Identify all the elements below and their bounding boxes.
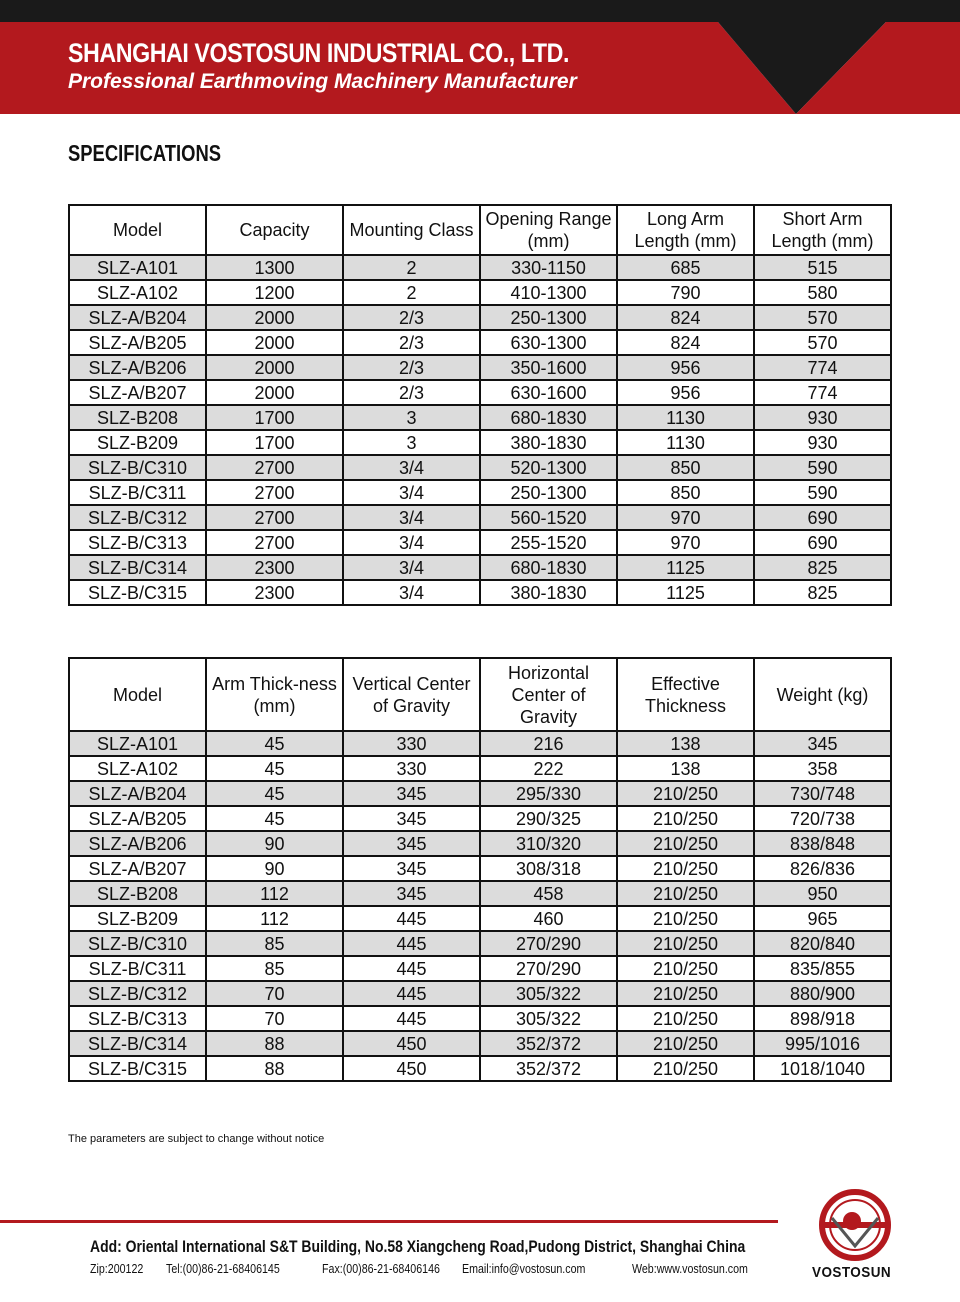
table-cell: 345 <box>343 831 480 856</box>
table-cell: SLZ-B/C312 <box>69 981 206 1006</box>
table-cell: 995/1016 <box>754 1031 891 1056</box>
column-header: Short Arm Length (mm) <box>754 205 891 255</box>
table-cell: 2700 <box>206 530 343 555</box>
table-row <box>69 831 891 856</box>
column-header: Opening Range (mm) <box>480 205 617 255</box>
table-cell: SLZ-A/B207 <box>69 856 206 881</box>
table-cell: 930 <box>754 405 891 430</box>
table-cell: 835/855 <box>754 956 891 981</box>
table-cell: 680-1830 <box>480 405 617 430</box>
table-row <box>69 1056 891 1081</box>
table-header-row <box>69 658 891 731</box>
table-cell: 380-1830 <box>480 580 617 605</box>
table-cell: 290/325 <box>480 806 617 831</box>
table-cell: 720/738 <box>754 806 891 831</box>
table-cell: 250-1300 <box>480 480 617 505</box>
table-cell: SLZ-B/C314 <box>69 555 206 580</box>
table-cell: 210/250 <box>617 956 754 981</box>
table-cell: 345 <box>343 881 480 906</box>
table-cell: 352/372 <box>480 1056 617 1081</box>
table-cell: 305/322 <box>480 981 617 1006</box>
table-cell: 270/290 <box>480 931 617 956</box>
table-cell: 570 <box>754 330 891 355</box>
table-row <box>69 881 891 906</box>
table-cell: SLZ-A/B204 <box>69 305 206 330</box>
table-cell: 3/4 <box>343 455 480 480</box>
table-cell: 210/250 <box>617 1006 754 1031</box>
table-cell: 850 <box>617 480 754 505</box>
table-row <box>69 756 891 781</box>
table-row <box>69 355 891 380</box>
table-row <box>69 906 891 931</box>
column-header: Model <box>69 205 206 255</box>
table-cell: SLZ-B208 <box>69 881 206 906</box>
table-cell: 295/330 <box>480 781 617 806</box>
footer-address: Add: Oriental International S&T Building, No.58 Xiangcheng Road,Pudong District, Shanghai China <box>90 1237 746 1256</box>
table-row <box>69 555 891 580</box>
table-cell: 690 <box>754 505 891 530</box>
table-cell: 2/3 <box>343 355 480 380</box>
table-cell: 70 <box>206 1006 343 1031</box>
table-cell: 820/840 <box>754 931 891 956</box>
table-cell: SLZ-B/C315 <box>69 580 206 605</box>
table-cell: 1018/1040 <box>754 1056 891 1081</box>
table-row <box>69 580 891 605</box>
table-cell: 680-1830 <box>480 555 617 580</box>
table-cell: SLZ-B/C311 <box>69 956 206 981</box>
table-cell: 898/918 <box>754 1006 891 1031</box>
table-cell: 330 <box>343 756 480 781</box>
table-cell: 138 <box>617 731 754 756</box>
company-name: SHANGHAI VOSTOSUN INDUSTRIAL CO., LTD. <box>68 38 569 68</box>
table-cell: 358 <box>754 756 891 781</box>
table-row <box>69 856 891 881</box>
table-cell: 210/250 <box>617 881 754 906</box>
table-cell: 2700 <box>206 455 343 480</box>
table-cell: 825 <box>754 580 891 605</box>
table-cell: 2/3 <box>343 305 480 330</box>
table-cell: SLZ-A/B206 <box>69 355 206 380</box>
table-cell: 2000 <box>206 355 343 380</box>
table-cell: 824 <box>617 305 754 330</box>
table-cell: 330 <box>343 731 480 756</box>
table-cell: 2/3 <box>343 380 480 405</box>
table-cell: 380-1830 <box>480 430 617 455</box>
table-cell: 3/4 <box>343 555 480 580</box>
table-cell: 2700 <box>206 480 343 505</box>
table-cell: 515 <box>754 255 891 280</box>
table-cell: 690 <box>754 530 891 555</box>
table-row <box>69 806 891 831</box>
table-cell: 956 <box>617 380 754 405</box>
table-cell: 345 <box>343 781 480 806</box>
table-cell: 88 <box>206 1031 343 1056</box>
table-cell: 970 <box>617 505 754 530</box>
table-cell: 850 <box>617 455 754 480</box>
table-cell: 445 <box>343 981 480 1006</box>
table-cell: 3 <box>343 430 480 455</box>
footer-divider <box>0 1220 778 1223</box>
table-cell: SLZ-B209 <box>69 906 206 931</box>
table-cell: 345 <box>343 856 480 881</box>
table-row <box>69 956 891 981</box>
table-cell: 308/318 <box>480 856 617 881</box>
table-cell: 1125 <box>617 555 754 580</box>
table-header-row <box>69 205 891 255</box>
table-cell: 45 <box>206 781 343 806</box>
table-cell: SLZ-A/B205 <box>69 806 206 831</box>
table-cell: 1130 <box>617 405 754 430</box>
column-header: Arm Thick-ness (mm) <box>206 658 343 731</box>
table-cell: 45 <box>206 806 343 831</box>
company-tagline: Professional Earthmoving Machinery Manufacturer <box>68 70 577 93</box>
table-cell: 590 <box>754 480 891 505</box>
table-cell: 90 <box>206 856 343 881</box>
column-header: Long Arm Length (mm) <box>617 205 754 255</box>
table-cell: 88 <box>206 1056 343 1081</box>
table-cell: SLZ-A/B204 <box>69 781 206 806</box>
table-cell: 2700 <box>206 505 343 530</box>
table-row <box>69 931 891 956</box>
spec-table-weights <box>68 657 892 1082</box>
column-header: Model <box>69 658 206 731</box>
table-cell: 880/900 <box>754 981 891 1006</box>
table-cell: 458 <box>480 881 617 906</box>
column-header: Capacity <box>206 205 343 255</box>
table-cell: 210/250 <box>617 1056 754 1081</box>
table-cell: 250-1300 <box>480 305 617 330</box>
table-row <box>69 480 891 505</box>
table-cell: 310/320 <box>480 831 617 856</box>
table-cell: 445 <box>343 906 480 931</box>
table-cell: 825 <box>754 555 891 580</box>
footer-email: Email:info@vostosun.com <box>462 1261 586 1276</box>
table-cell: SLZ-B/C313 <box>69 1006 206 1031</box>
table-cell: 345 <box>754 731 891 756</box>
footer-tel: Tel:(00)86-21-68406145 <box>166 1261 280 1276</box>
table-cell: SLZ-A102 <box>69 756 206 781</box>
table-cell: SLZ-B/C312 <box>69 505 206 530</box>
table-cell: 210/250 <box>617 906 754 931</box>
table-cell: SLZ-A102 <box>69 280 206 305</box>
table-cell: 630-1600 <box>480 380 617 405</box>
table-cell: 210/250 <box>617 781 754 806</box>
table-cell: 445 <box>343 931 480 956</box>
table-cell: 1200 <box>206 280 343 305</box>
table-cell: 930 <box>754 430 891 455</box>
table-cell: 2000 <box>206 305 343 330</box>
table-row <box>69 781 891 806</box>
table-cell: SLZ-B208 <box>69 405 206 430</box>
table-cell: SLZ-B/C313 <box>69 530 206 555</box>
table-cell: SLZ-B/C311 <box>69 480 206 505</box>
table-cell: SLZ-B/C310 <box>69 455 206 480</box>
table-cell: 590 <box>754 455 891 480</box>
table-cell: 3/4 <box>343 580 480 605</box>
table-cell: 1130 <box>617 430 754 455</box>
table-cell: 520-1300 <box>480 455 617 480</box>
table-cell: 210/250 <box>617 806 754 831</box>
vostosun-logo-icon <box>818 1188 892 1262</box>
table-cell: SLZ-B/C310 <box>69 931 206 956</box>
table-cell: 570 <box>754 305 891 330</box>
table-cell: 112 <box>206 906 343 931</box>
table-cell: 1300 <box>206 255 343 280</box>
table-cell: 70 <box>206 981 343 1006</box>
table-cell: 3/4 <box>343 530 480 555</box>
table-row <box>69 280 891 305</box>
table-cell: 3 <box>343 405 480 430</box>
table-cell: 2000 <box>206 330 343 355</box>
table-cell: 330-1150 <box>480 255 617 280</box>
table-cell: 2300 <box>206 580 343 605</box>
table-row <box>69 305 891 330</box>
table-cell: 85 <box>206 956 343 981</box>
column-header: Effective Thickness <box>617 658 754 731</box>
table-cell: 45 <box>206 756 343 781</box>
table-cell: 774 <box>754 380 891 405</box>
table-cell: 255-1520 <box>480 530 617 555</box>
table-row <box>69 405 891 430</box>
table-row <box>69 731 891 756</box>
table-cell: 210/250 <box>617 931 754 956</box>
table-cell: 2 <box>343 280 480 305</box>
table-cell: 685 <box>617 255 754 280</box>
table-row <box>69 981 891 1006</box>
table-cell: 450 <box>343 1056 480 1081</box>
table-cell: SLZ-B/C315 <box>69 1056 206 1081</box>
table-cell: 970 <box>617 530 754 555</box>
table-cell: SLZ-B/C314 <box>69 1031 206 1056</box>
table-cell: 774 <box>754 355 891 380</box>
table-cell: 210/250 <box>617 856 754 881</box>
table-cell: SLZ-B209 <box>69 430 206 455</box>
table-cell: 790 <box>617 280 754 305</box>
table-cell: 210/250 <box>617 831 754 856</box>
table-cell: 216 <box>480 731 617 756</box>
footer-zip: Zip:200122 <box>90 1261 144 1276</box>
table-cell: 965 <box>754 906 891 931</box>
table-cell: 2 <box>343 255 480 280</box>
spec-table-dimensions <box>68 204 892 606</box>
table-cell: 270/290 <box>480 956 617 981</box>
table-cell: SLZ-A/B207 <box>69 380 206 405</box>
table-cell: 956 <box>617 355 754 380</box>
table-cell: 838/848 <box>754 831 891 856</box>
table-cell: 824 <box>617 330 754 355</box>
table-cell: 210/250 <box>617 1031 754 1056</box>
table-row <box>69 1031 891 1056</box>
table-cell: 730/748 <box>754 781 891 806</box>
table-cell: SLZ-A/B206 <box>69 831 206 856</box>
table-cell: 2300 <box>206 555 343 580</box>
table-cell: 630-1300 <box>480 330 617 355</box>
disclaimer-note: The parameters are subject to change without notice <box>68 1133 325 1145</box>
table-cell: SLZ-A101 <box>69 731 206 756</box>
table-cell: 210/250 <box>617 981 754 1006</box>
top-black-bar <box>0 0 960 22</box>
table-cell: 1125 <box>617 580 754 605</box>
table-cell: 352/372 <box>480 1031 617 1056</box>
column-header: Weight (kg) <box>754 658 891 731</box>
table-row <box>69 430 891 455</box>
table-cell: 560-1520 <box>480 505 617 530</box>
table-row <box>69 380 891 405</box>
table-cell: 222 <box>480 756 617 781</box>
table-cell: 445 <box>343 956 480 981</box>
logo-wordmark: VOSTOSUN <box>812 1264 892 1281</box>
table-cell: 950 <box>754 881 891 906</box>
table-cell: SLZ-A/B205 <box>69 330 206 355</box>
column-header: Horizontal Center of Gravity <box>480 658 617 731</box>
table-cell: 410-1300 <box>480 280 617 305</box>
table-cell: 1700 <box>206 405 343 430</box>
table-cell: 138 <box>617 756 754 781</box>
table-cell: 45 <box>206 731 343 756</box>
table-cell: SLZ-A101 <box>69 255 206 280</box>
table-cell: 580 <box>754 280 891 305</box>
table-cell: 1700 <box>206 430 343 455</box>
table-row <box>69 1006 891 1031</box>
table-cell: 826/836 <box>754 856 891 881</box>
table-cell: 460 <box>480 906 617 931</box>
table-cell: 445 <box>343 1006 480 1031</box>
table-cell: 2000 <box>206 380 343 405</box>
footer-web: Web:www.vostosun.com <box>632 1261 748 1276</box>
table-cell: 3/4 <box>343 505 480 530</box>
table-row <box>69 330 891 355</box>
table-cell: 350-1600 <box>480 355 617 380</box>
table-cell: 345 <box>343 806 480 831</box>
table-row <box>69 505 891 530</box>
table-cell: 2/3 <box>343 330 480 355</box>
column-header: Mounting Class <box>343 205 480 255</box>
table-row <box>69 530 891 555</box>
table-row <box>69 455 891 480</box>
table-cell: 90 <box>206 831 343 856</box>
footer-fax: Fax:(00)86-21-68406146 <box>322 1261 440 1276</box>
section-title: SPECIFICATIONS <box>68 140 222 166</box>
table-row <box>69 255 891 280</box>
column-header: Vertical Center of Gravity <box>343 658 480 731</box>
table-cell: 112 <box>206 881 343 906</box>
table-cell: 305/322 <box>480 1006 617 1031</box>
table-cell: 3/4 <box>343 480 480 505</box>
table-cell: 450 <box>343 1031 480 1056</box>
table-cell: 85 <box>206 931 343 956</box>
